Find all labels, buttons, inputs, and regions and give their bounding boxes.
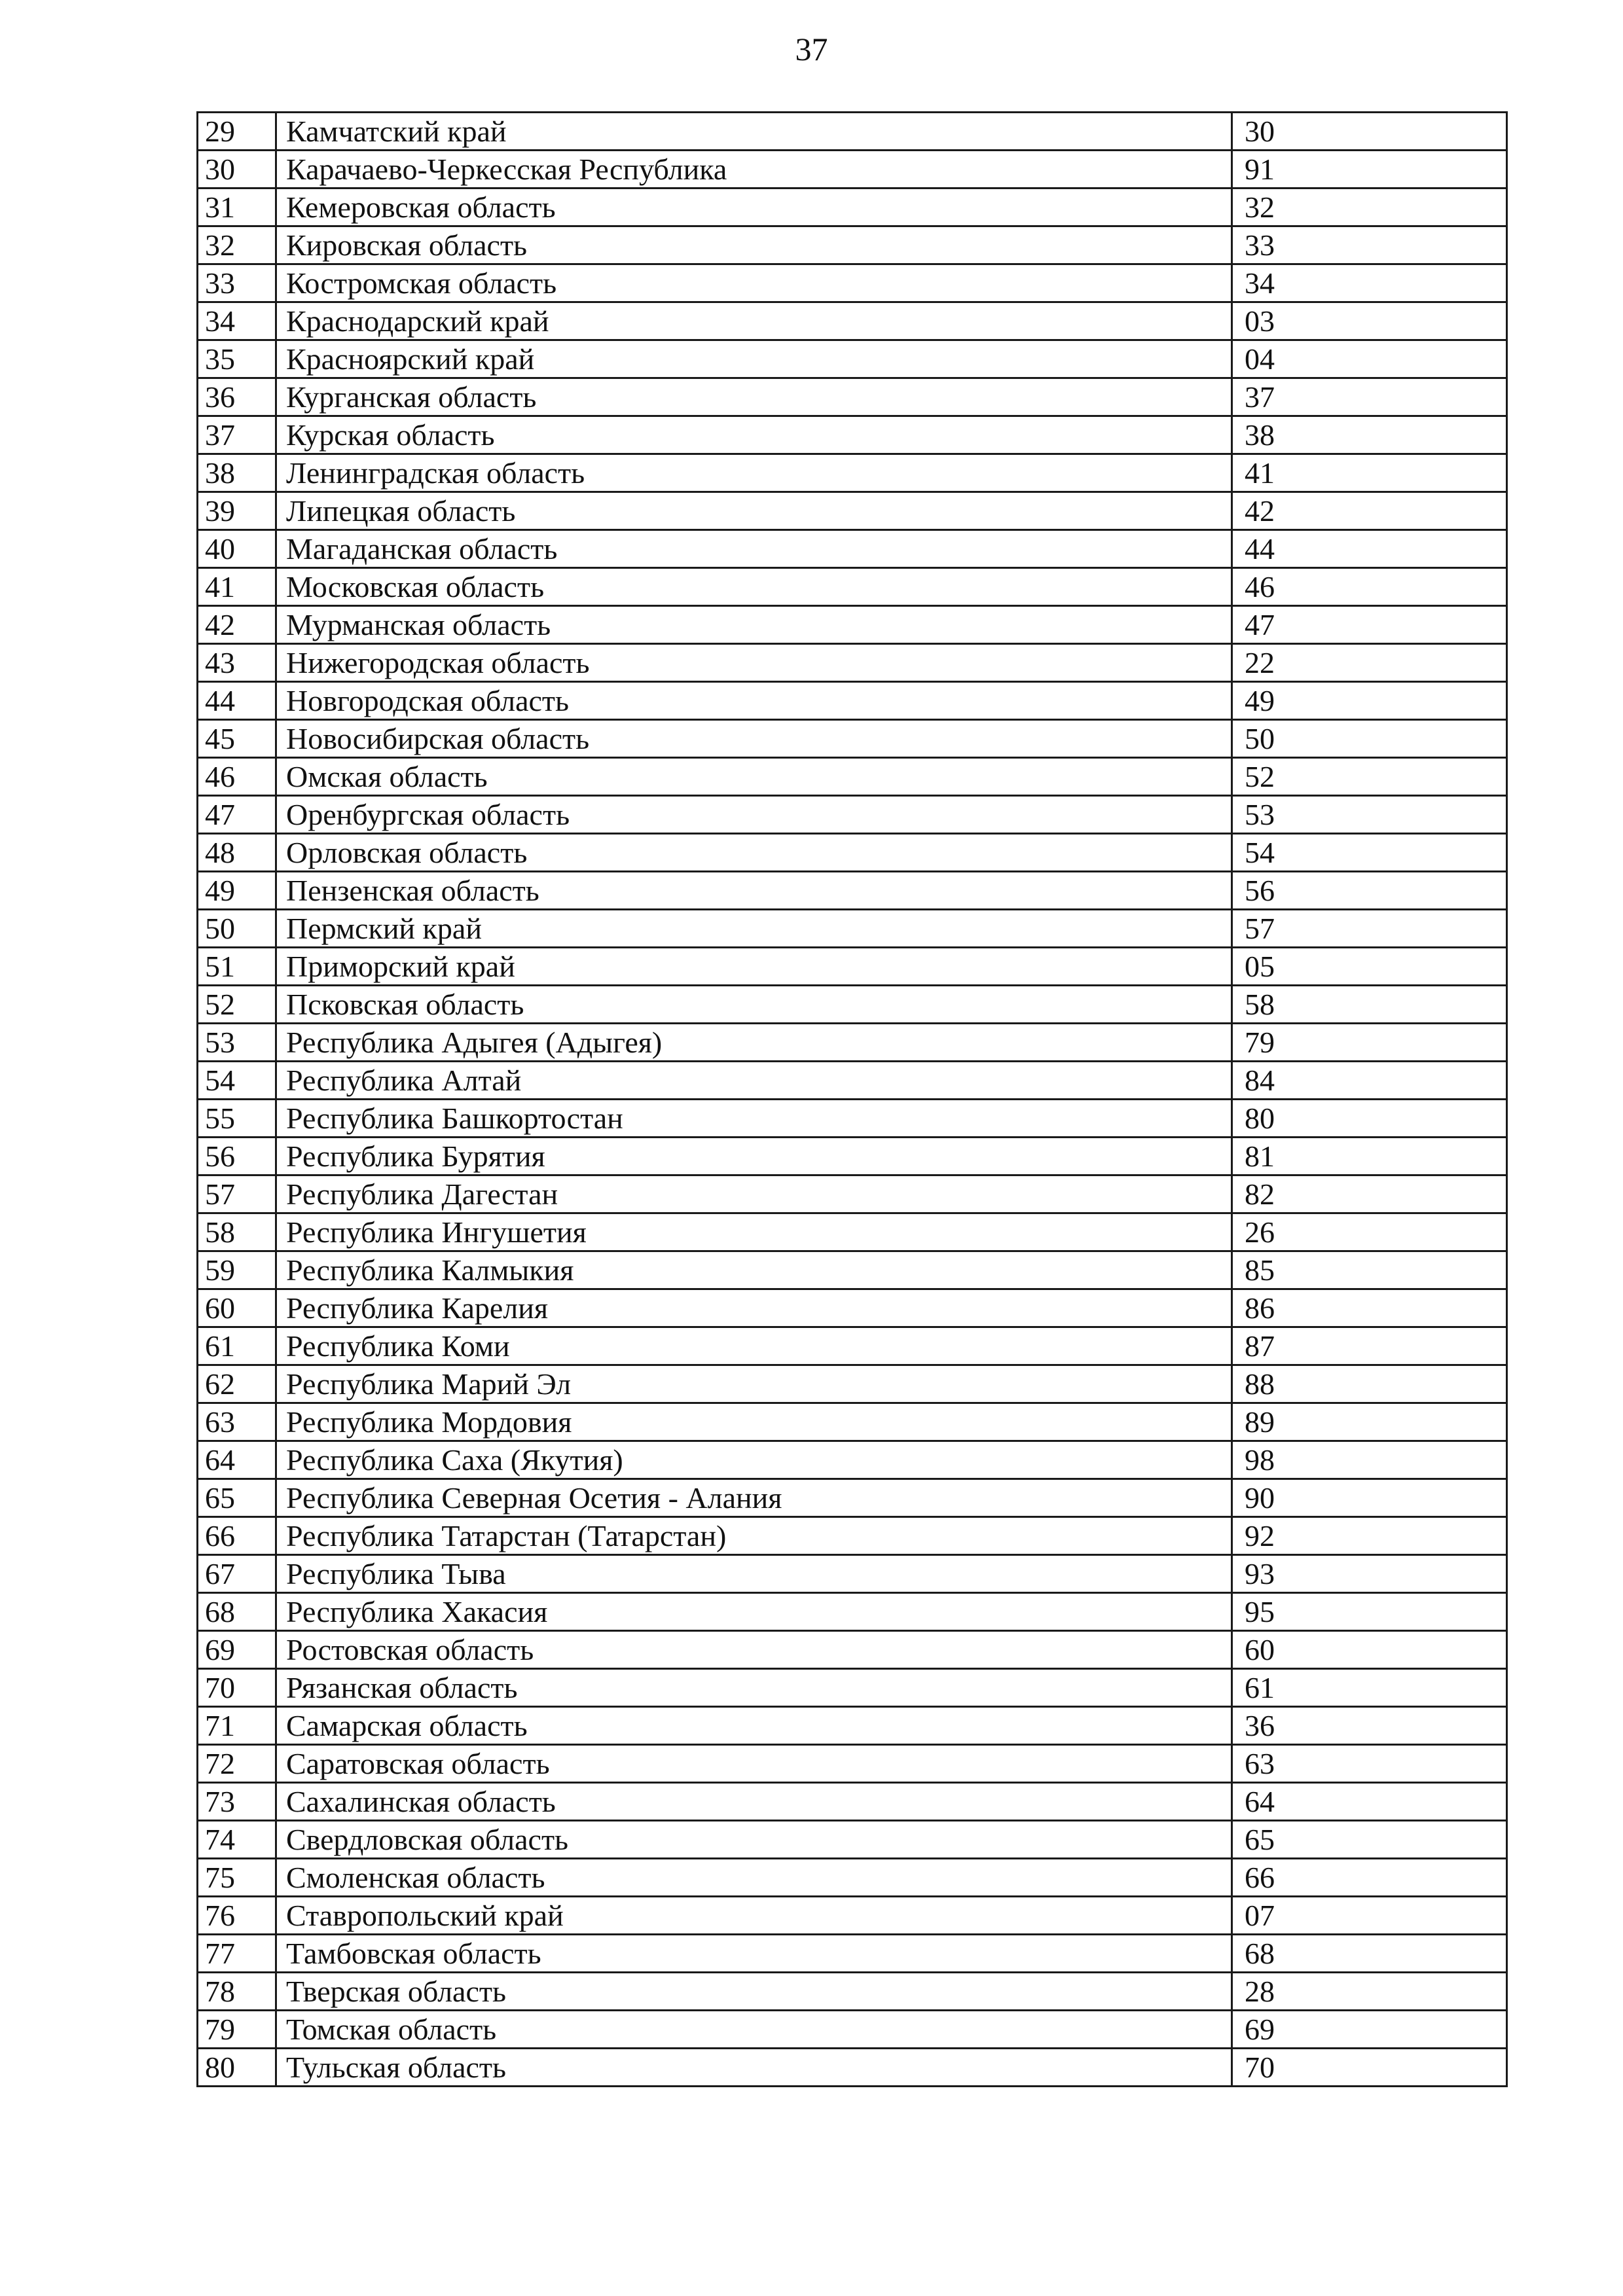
region-name-cell: Республика Бурятия	[276, 1138, 1232, 1175]
region-code-cell: 03	[1232, 302, 1507, 340]
table-row	[198, 568, 1507, 606]
region-code-cell: 32	[1232, 188, 1507, 226]
region-name-cell: Тверская область	[276, 1973, 1232, 2011]
row-number-cell: 37	[198, 416, 276, 454]
region-code-cell: 98	[1232, 1441, 1507, 1479]
row-number-cell: 71	[198, 1707, 276, 1745]
region-name-cell: Республика Ингушетия	[276, 1213, 1232, 1251]
table-row	[198, 302, 1507, 340]
table-row	[198, 606, 1507, 644]
region-name-cell: Тамбовская область	[276, 1935, 1232, 1973]
region-name-cell: Республика Коми	[276, 1327, 1232, 1365]
row-number-cell: 68	[198, 1593, 276, 1631]
regions-table	[196, 111, 1508, 2087]
region-name-cell: Липецкая область	[276, 492, 1232, 530]
table-row	[198, 1555, 1507, 1593]
row-number-cell: 44	[198, 682, 276, 720]
row-number-cell: 31	[198, 188, 276, 226]
region-name-cell: Томская область	[276, 2011, 1232, 2049]
table-row	[198, 1973, 1507, 2011]
table-row	[198, 1213, 1507, 1251]
table-row	[198, 2011, 1507, 2049]
region-code-cell: 85	[1232, 1251, 1507, 1289]
region-code-cell: 57	[1232, 910, 1507, 948]
row-number-cell: 70	[198, 1669, 276, 1707]
row-number-cell: 53	[198, 1024, 276, 1062]
table-row	[198, 2049, 1507, 2087]
region-code-cell: 64	[1232, 1783, 1507, 1821]
row-number-cell: 40	[198, 530, 276, 568]
region-code-cell: 61	[1232, 1669, 1507, 1707]
region-code-cell: 84	[1232, 1062, 1507, 1100]
region-name-cell: Магаданская область	[276, 530, 1232, 568]
region-code-cell: 38	[1232, 416, 1507, 454]
table-row	[198, 226, 1507, 264]
region-name-cell: Республика Хакасия	[276, 1593, 1232, 1631]
region-code-cell: 87	[1232, 1327, 1507, 1365]
region-name-cell: Ленинградская область	[276, 454, 1232, 492]
region-name-cell: Нижегородская область	[276, 644, 1232, 682]
row-number-cell: 48	[198, 834, 276, 872]
region-code-cell: 07	[1232, 1897, 1507, 1935]
region-code-cell: 05	[1232, 948, 1507, 986]
region-name-cell: Краснодарский край	[276, 302, 1232, 340]
region-name-cell: Республика Северная Осетия - Алания	[276, 1479, 1232, 1517]
region-code-cell: 54	[1232, 834, 1507, 872]
table-row	[198, 986, 1507, 1024]
row-number-cell: 34	[198, 302, 276, 340]
region-name-cell: Карачаево-Черкесская Республика	[276, 151, 1232, 188]
region-name-cell: Самарская область	[276, 1707, 1232, 1745]
table-row	[198, 1631, 1507, 1669]
row-number-cell: 46	[198, 758, 276, 796]
row-number-cell: 63	[198, 1403, 276, 1441]
region-code-cell: 91	[1232, 151, 1507, 188]
region-name-cell: Омская область	[276, 758, 1232, 796]
table-row	[198, 1783, 1507, 1821]
table-row	[198, 151, 1507, 188]
region-name-cell: Ставропольский край	[276, 1897, 1232, 1935]
regions-table-body	[198, 113, 1507, 2087]
table-row	[198, 1100, 1507, 1138]
region-name-cell: Орловская область	[276, 834, 1232, 872]
region-code-cell: 86	[1232, 1289, 1507, 1327]
region-name-cell: Красноярский край	[276, 340, 1232, 378]
row-number-cell: 59	[198, 1251, 276, 1289]
row-number-cell: 38	[198, 454, 276, 492]
table-row	[198, 1175, 1507, 1213]
region-name-cell: Свердловская область	[276, 1821, 1232, 1859]
row-number-cell: 51	[198, 948, 276, 986]
region-name-cell: Республика Тыва	[276, 1555, 1232, 1593]
row-number-cell: 74	[198, 1821, 276, 1859]
region-code-cell: 50	[1232, 720, 1507, 758]
region-code-cell: 42	[1232, 492, 1507, 530]
row-number-cell: 54	[198, 1062, 276, 1100]
region-code-cell: 22	[1232, 644, 1507, 682]
region-code-cell: 65	[1232, 1821, 1507, 1859]
table-row	[198, 948, 1507, 986]
region-code-cell: 68	[1232, 1935, 1507, 1973]
table-row	[198, 530, 1507, 568]
table-row	[198, 834, 1507, 872]
table-row	[198, 1251, 1507, 1289]
table-row	[198, 340, 1507, 378]
table-row	[198, 910, 1507, 948]
table-row	[198, 1479, 1507, 1517]
row-number-cell: 75	[198, 1859, 276, 1897]
region-name-cell: Рязанская область	[276, 1669, 1232, 1707]
table-row	[198, 1517, 1507, 1555]
table-row	[198, 188, 1507, 226]
region-code-cell: 36	[1232, 1707, 1507, 1745]
region-name-cell: Тульская область	[276, 2049, 1232, 2087]
region-name-cell: Курганская область	[276, 378, 1232, 416]
region-name-cell: Республика Калмыкия	[276, 1251, 1232, 1289]
region-name-cell: Республика Башкортостан	[276, 1100, 1232, 1138]
table-row	[198, 1859, 1507, 1897]
table-row	[198, 113, 1507, 151]
region-code-cell: 60	[1232, 1631, 1507, 1669]
region-name-cell: Курская область	[276, 416, 1232, 454]
row-number-cell: 61	[198, 1327, 276, 1365]
row-number-cell: 66	[198, 1517, 276, 1555]
row-number-cell: 77	[198, 1935, 276, 1973]
region-code-cell: 58	[1232, 986, 1507, 1024]
table-row	[198, 796, 1507, 834]
region-name-cell: Саратовская область	[276, 1745, 1232, 1783]
row-number-cell: 41	[198, 568, 276, 606]
table-row	[198, 1897, 1507, 1935]
region-code-cell: 26	[1232, 1213, 1507, 1251]
row-number-cell: 32	[198, 226, 276, 264]
region-code-cell: 52	[1232, 758, 1507, 796]
table-row	[198, 1327, 1507, 1365]
row-number-cell: 56	[198, 1138, 276, 1175]
row-number-cell: 47	[198, 796, 276, 834]
region-code-cell: 66	[1232, 1859, 1507, 1897]
region-name-cell: Республика Мордовия	[276, 1403, 1232, 1441]
table-row	[198, 872, 1507, 910]
table-row	[198, 682, 1507, 720]
table-row	[198, 1593, 1507, 1631]
region-name-cell: Приморский край	[276, 948, 1232, 986]
region-name-cell: Ростовская область	[276, 1631, 1232, 1669]
region-code-cell: 33	[1232, 226, 1507, 264]
region-code-cell: 34	[1232, 264, 1507, 302]
row-number-cell: 35	[198, 340, 276, 378]
region-code-cell: 81	[1232, 1138, 1507, 1175]
region-name-cell: Смоленская область	[276, 1859, 1232, 1897]
region-name-cell: Республика Марий Эл	[276, 1365, 1232, 1403]
region-code-cell: 79	[1232, 1024, 1507, 1062]
row-number-cell: 57	[198, 1175, 276, 1213]
row-number-cell: 79	[198, 2011, 276, 2049]
region-name-cell: Республика Карелия	[276, 1289, 1232, 1327]
region-code-cell: 56	[1232, 872, 1507, 910]
regions-table-container	[196, 111, 1506, 2087]
row-number-cell: 80	[198, 2049, 276, 2087]
region-code-cell: 80	[1232, 1100, 1507, 1138]
table-row	[198, 1365, 1507, 1403]
row-number-cell: 64	[198, 1441, 276, 1479]
region-name-cell: Кемеровская область	[276, 188, 1232, 226]
region-code-cell: 44	[1232, 530, 1507, 568]
region-code-cell: 46	[1232, 568, 1507, 606]
region-code-cell: 70	[1232, 2049, 1507, 2087]
region-name-cell: Новгородская область	[276, 682, 1232, 720]
region-code-cell: 90	[1232, 1479, 1507, 1517]
row-number-cell: 58	[198, 1213, 276, 1251]
row-number-cell: 50	[198, 910, 276, 948]
row-number-cell: 49	[198, 872, 276, 910]
row-number-cell: 30	[198, 151, 276, 188]
table-row	[198, 1403, 1507, 1441]
row-number-cell: 43	[198, 644, 276, 682]
table-row	[198, 264, 1507, 302]
region-name-cell: Мурманская область	[276, 606, 1232, 644]
region-code-cell: 30	[1232, 113, 1507, 151]
row-number-cell: 52	[198, 986, 276, 1024]
region-code-cell: 69	[1232, 2011, 1507, 2049]
row-number-cell: 55	[198, 1100, 276, 1138]
region-name-cell: Пермский край	[276, 910, 1232, 948]
table-row	[198, 1441, 1507, 1479]
region-name-cell: Республика Саха (Якутия)	[276, 1441, 1232, 1479]
region-code-cell: 49	[1232, 682, 1507, 720]
region-name-cell: Псковская область	[276, 986, 1232, 1024]
table-row	[198, 1707, 1507, 1745]
region-code-cell: 88	[1232, 1365, 1507, 1403]
region-code-cell: 82	[1232, 1175, 1507, 1213]
table-row	[198, 1745, 1507, 1783]
row-number-cell: 60	[198, 1289, 276, 1327]
table-row	[198, 454, 1507, 492]
region-name-cell: Костромская область	[276, 264, 1232, 302]
row-number-cell: 76	[198, 1897, 276, 1935]
row-number-cell: 78	[198, 1973, 276, 2011]
row-number-cell: 42	[198, 606, 276, 644]
row-number-cell: 69	[198, 1631, 276, 1669]
table-row	[198, 758, 1507, 796]
row-number-cell: 45	[198, 720, 276, 758]
table-row	[198, 1821, 1507, 1859]
table-row	[198, 1062, 1507, 1100]
region-name-cell: Республика Адыгея (Адыгея)	[276, 1024, 1232, 1062]
region-code-cell: 37	[1232, 378, 1507, 416]
row-number-cell: 62	[198, 1365, 276, 1403]
table-row	[198, 1138, 1507, 1175]
region-code-cell: 53	[1232, 796, 1507, 834]
region-code-cell: 89	[1232, 1403, 1507, 1441]
region-code-cell: 95	[1232, 1593, 1507, 1631]
row-number-cell: 29	[198, 113, 276, 151]
table-row	[198, 1289, 1507, 1327]
table-row	[198, 492, 1507, 530]
region-code-cell: 47	[1232, 606, 1507, 644]
region-code-cell: 04	[1232, 340, 1507, 378]
region-code-cell: 93	[1232, 1555, 1507, 1593]
region-code-cell: 63	[1232, 1745, 1507, 1783]
table-row	[198, 378, 1507, 416]
row-number-cell: 65	[198, 1479, 276, 1517]
row-number-cell: 72	[198, 1745, 276, 1783]
page-number: 37	[795, 31, 828, 67]
region-code-cell: 92	[1232, 1517, 1507, 1555]
table-row	[198, 1669, 1507, 1707]
row-number-cell: 36	[198, 378, 276, 416]
table-row	[198, 416, 1507, 454]
region-code-cell: 28	[1232, 1973, 1507, 2011]
region-name-cell: Республика Татарстан (Татарстан)	[276, 1517, 1232, 1555]
region-name-cell: Кировская область	[276, 226, 1232, 264]
table-row	[198, 1935, 1507, 1973]
region-name-cell: Сахалинская область	[276, 1783, 1232, 1821]
table-row	[198, 1024, 1507, 1062]
region-name-cell: Республика Дагестан	[276, 1175, 1232, 1213]
row-number-cell: 39	[198, 492, 276, 530]
region-name-cell: Новосибирская область	[276, 720, 1232, 758]
region-name-cell: Камчатский край	[276, 113, 1232, 151]
table-row	[198, 644, 1507, 682]
region-name-cell: Московская область	[276, 568, 1232, 606]
row-number-cell: 33	[198, 264, 276, 302]
region-code-cell: 41	[1232, 454, 1507, 492]
region-name-cell: Пензенская область	[276, 872, 1232, 910]
row-number-cell: 67	[198, 1555, 276, 1593]
row-number-cell: 73	[198, 1783, 276, 1821]
region-name-cell: Республика Алтай	[276, 1062, 1232, 1100]
table-row	[198, 720, 1507, 758]
region-name-cell: Оренбургская область	[276, 796, 1232, 834]
